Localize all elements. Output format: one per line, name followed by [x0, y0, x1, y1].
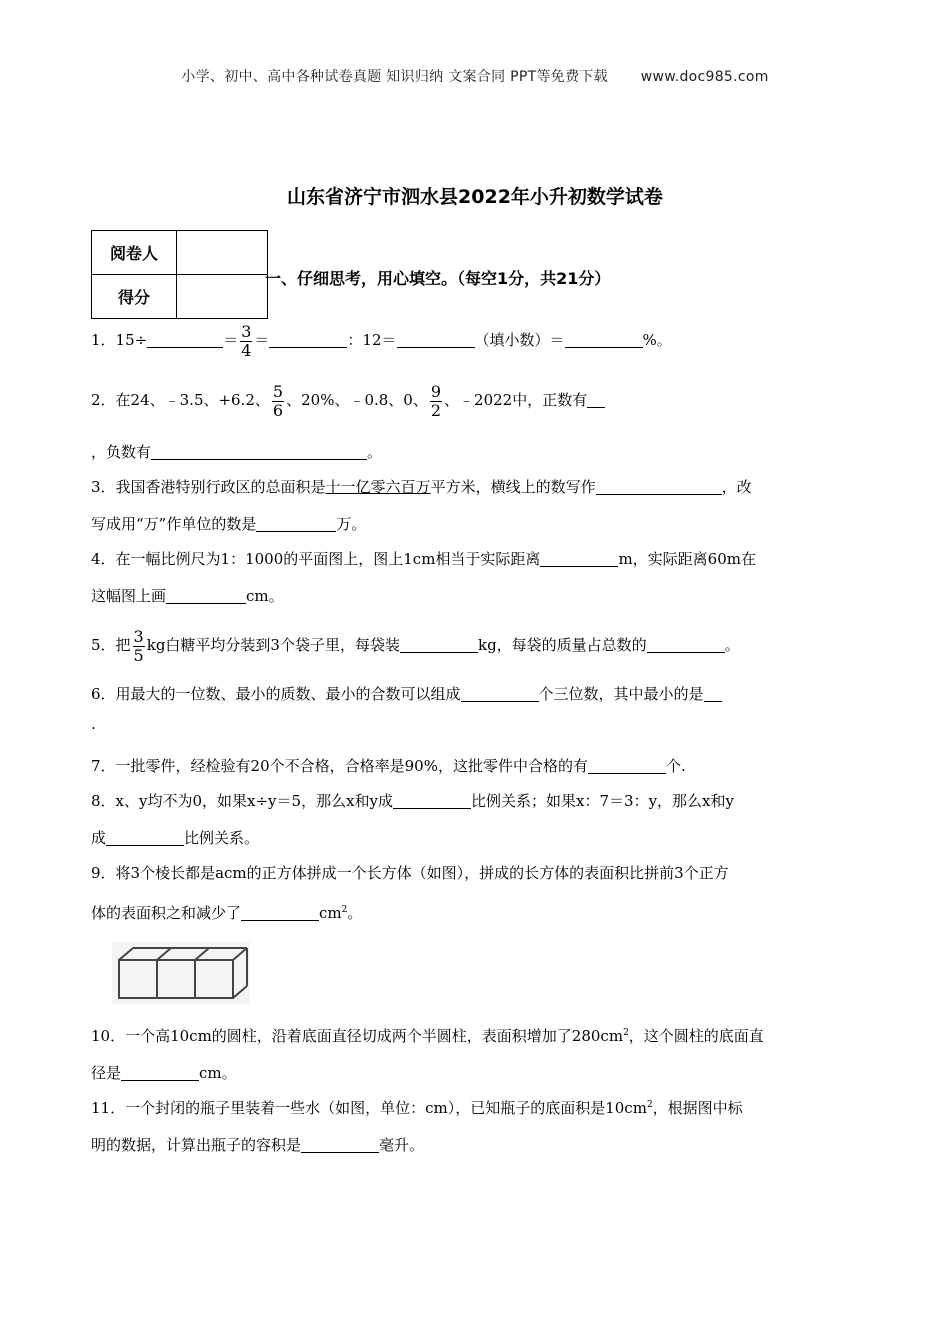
reviewer-label: 阅卷人: [92, 231, 177, 275]
answer-blank[interactable]: [596, 479, 722, 495]
q3-text: 平方米，横线上的数写作: [430, 478, 596, 496]
answer-blank[interactable]: [461, 686, 539, 702]
q3-text: ，改: [721, 478, 752, 496]
header-text: 小学、初中、高中各种试卷真题 知识归纳 文案合同 PPT等免费下载: [181, 69, 608, 85]
underlined-number: 十一亿零六百万: [325, 478, 431, 496]
question-line: [91, 506, 861, 543]
superscript: 2: [341, 905, 348, 915]
q4-text: 4．在一幅比例尺为1：1000的平面图上，图上1cm相当于实际距离: [91, 550, 541, 568]
answer-blank[interactable]: [647, 637, 725, 653]
q2-text: ，负数有: [91, 442, 152, 461]
page-header: [0, 66, 950, 86]
q11-text: 明的数据，计算出瓶子的容积是: [91, 1136, 302, 1154]
fraction-denominator: 5: [133, 645, 144, 665]
question-10: [91, 1015, 861, 1092]
q8-text: 比例关系。: [184, 829, 260, 847]
fraction: [430, 383, 442, 420]
question-line: [91, 820, 861, 857]
question-line: [91, 676, 861, 713]
fraction-numerator: 3: [133, 626, 144, 646]
question-line: [91, 783, 861, 820]
answer-blank[interactable]: [269, 332, 347, 348]
q5-text: kg，每袋的质量占总数的: [477, 636, 647, 654]
question-4: [91, 541, 861, 615]
page-title: 山东省济宁市泗水县2022年小升初数学试卷: [287, 186, 663, 208]
question-line: [91, 892, 861, 932]
score-label: 得分: [92, 275, 177, 319]
question-line: [91, 1015, 861, 1055]
fraction: [272, 383, 284, 420]
fraction-denominator: 2: [430, 400, 442, 420]
superscript: 2: [646, 1100, 653, 1110]
question-line: [91, 434, 861, 471]
q9-text: 。: [347, 904, 363, 922]
answer-blank[interactable]: [393, 793, 471, 809]
q10-text: 径是: [91, 1064, 122, 1082]
question-line: [91, 713, 861, 735]
reviewer-cell[interactable]: [177, 231, 268, 275]
q11-text: 11．一个封闭的瓶子里装着一些水（如图，单位：cm），已知瓶子的底面积是10cm: [91, 1099, 647, 1117]
answer-blank[interactable]: [540, 551, 618, 567]
q9-text: cm: [319, 904, 342, 922]
answer-blank[interactable]: [587, 392, 605, 408]
answer-blank[interactable]: [704, 686, 722, 702]
question-line: [91, 382, 861, 420]
fraction: [240, 323, 252, 360]
answer-blank[interactable]: [121, 1065, 199, 1081]
q1-text: （填小数）＝: [474, 331, 565, 349]
q1-eq: ＝: [223, 331, 239, 349]
q7-text: 个.: [665, 757, 686, 775]
header-url[interactable]: www.doc985.com: [640, 69, 769, 85]
section-title: 一、仔细思考，用心填空。（每空1分，共21分）: [265, 269, 611, 288]
fraction-numerator: 3: [241, 321, 252, 341]
fraction-denominator: 4: [241, 340, 252, 360]
answer-blank[interactable]: [151, 444, 367, 460]
q6-text: .: [91, 715, 96, 733]
q2-text: 。: [367, 442, 383, 461]
superscript: 2: [623, 1028, 629, 1038]
q2-text: 2．在24、﹣3.5、+6.2、: [91, 391, 270, 409]
question-line: [91, 578, 861, 615]
answer-blank[interactable]: [400, 637, 478, 653]
fraction-numerator: 9: [430, 381, 442, 401]
answer-blank[interactable]: [588, 758, 666, 774]
question-5: [91, 627, 861, 665]
q2-text: 、﹣2022中，正数有: [444, 391, 588, 409]
q10-text: ，这个圆柱的底面直: [628, 1027, 764, 1045]
three-cubes-figure: [112, 942, 250, 1004]
question-line: [91, 322, 861, 360]
q4-text: 这幅图上画: [91, 587, 167, 605]
q7-text: 7．一批零件，经检验有20个不合格，合格率是90%，这批零件中合格的有: [91, 757, 588, 775]
question-line: [91, 855, 861, 892]
score-table: [91, 230, 268, 319]
question-line: [91, 1087, 861, 1127]
fraction-denominator: 6: [272, 400, 284, 420]
q11-text: 毫升。: [379, 1136, 425, 1154]
answer-blank[interactable]: [256, 516, 336, 532]
q1-text: ＝: [254, 331, 270, 349]
question-6: [91, 676, 861, 735]
question-line: [91, 748, 861, 785]
answer-blank[interactable]: [397, 332, 475, 348]
q3-text: 3．我国香港特别行政区的总面积是: [91, 478, 326, 496]
q5-text: 。: [724, 636, 740, 654]
q5-text: kg白糖平均分装到3个袋子里，每袋装: [146, 636, 400, 654]
q9-text: 9．将3个棱长都是acm的正方体拼成一个长方体（如图），拼成的长方体的表面积比拼前3个正方: [91, 864, 729, 882]
q3-text: 万。: [336, 515, 367, 533]
question-line: [91, 1127, 861, 1164]
question-11: [91, 1087, 861, 1164]
q10-text: cm。: [199, 1064, 237, 1082]
q8-text: 比例关系；如果x：7＝3：y，那么x和y: [471, 792, 734, 810]
q1-text: ：12＝: [347, 331, 397, 349]
q5-text: 5．把: [91, 636, 131, 654]
question-1: [91, 322, 861, 360]
fraction: [133, 628, 145, 665]
answer-blank[interactable]: [147, 332, 223, 348]
answer-blank[interactable]: [241, 905, 319, 921]
question-line: [91, 469, 861, 506]
q3-text: 写成用“万”作单位的数是: [91, 515, 257, 533]
fraction-numerator: 5: [272, 381, 284, 401]
q6-text: 个三位数，其中最小的是: [538, 685, 704, 703]
score-cell[interactable]: [177, 275, 268, 319]
answer-blank[interactable]: [166, 588, 246, 604]
q6-text: 6．用最大的一位数、最小的质数、最小的合数可以组成: [91, 685, 461, 703]
question-line: [91, 541, 861, 578]
q9-text: 体的表面积之和减少了: [91, 904, 242, 922]
q4-text: m，实际距离60m在: [618, 550, 756, 568]
answer-blank[interactable]: [565, 332, 643, 348]
q1-text: %。: [642, 331, 672, 349]
question-9: [91, 855, 861, 932]
question-8: [91, 783, 861, 857]
question-2: [91, 382, 861, 471]
question-7: [91, 748, 861, 785]
answer-blank[interactable]: [106, 830, 184, 846]
q8-text: 8．x、y均不为0，如果x÷y＝5，那么x和y成: [91, 792, 394, 810]
q2-text: 、20%、﹣0.8、0、: [286, 391, 428, 409]
q8-text: 成: [91, 829, 107, 847]
question-line: [91, 627, 861, 665]
q10-text: 10．一个高10cm的圆柱，沿着底面直径切成两个半圆柱，表面积增加了280cm: [91, 1027, 624, 1045]
q1-text: 1．15÷: [91, 331, 148, 349]
answer-blank[interactable]: [301, 1137, 379, 1153]
q11-text: ，根据图中标: [652, 1099, 743, 1117]
question-3: [91, 469, 861, 543]
q4-text: cm。: [246, 587, 284, 605]
